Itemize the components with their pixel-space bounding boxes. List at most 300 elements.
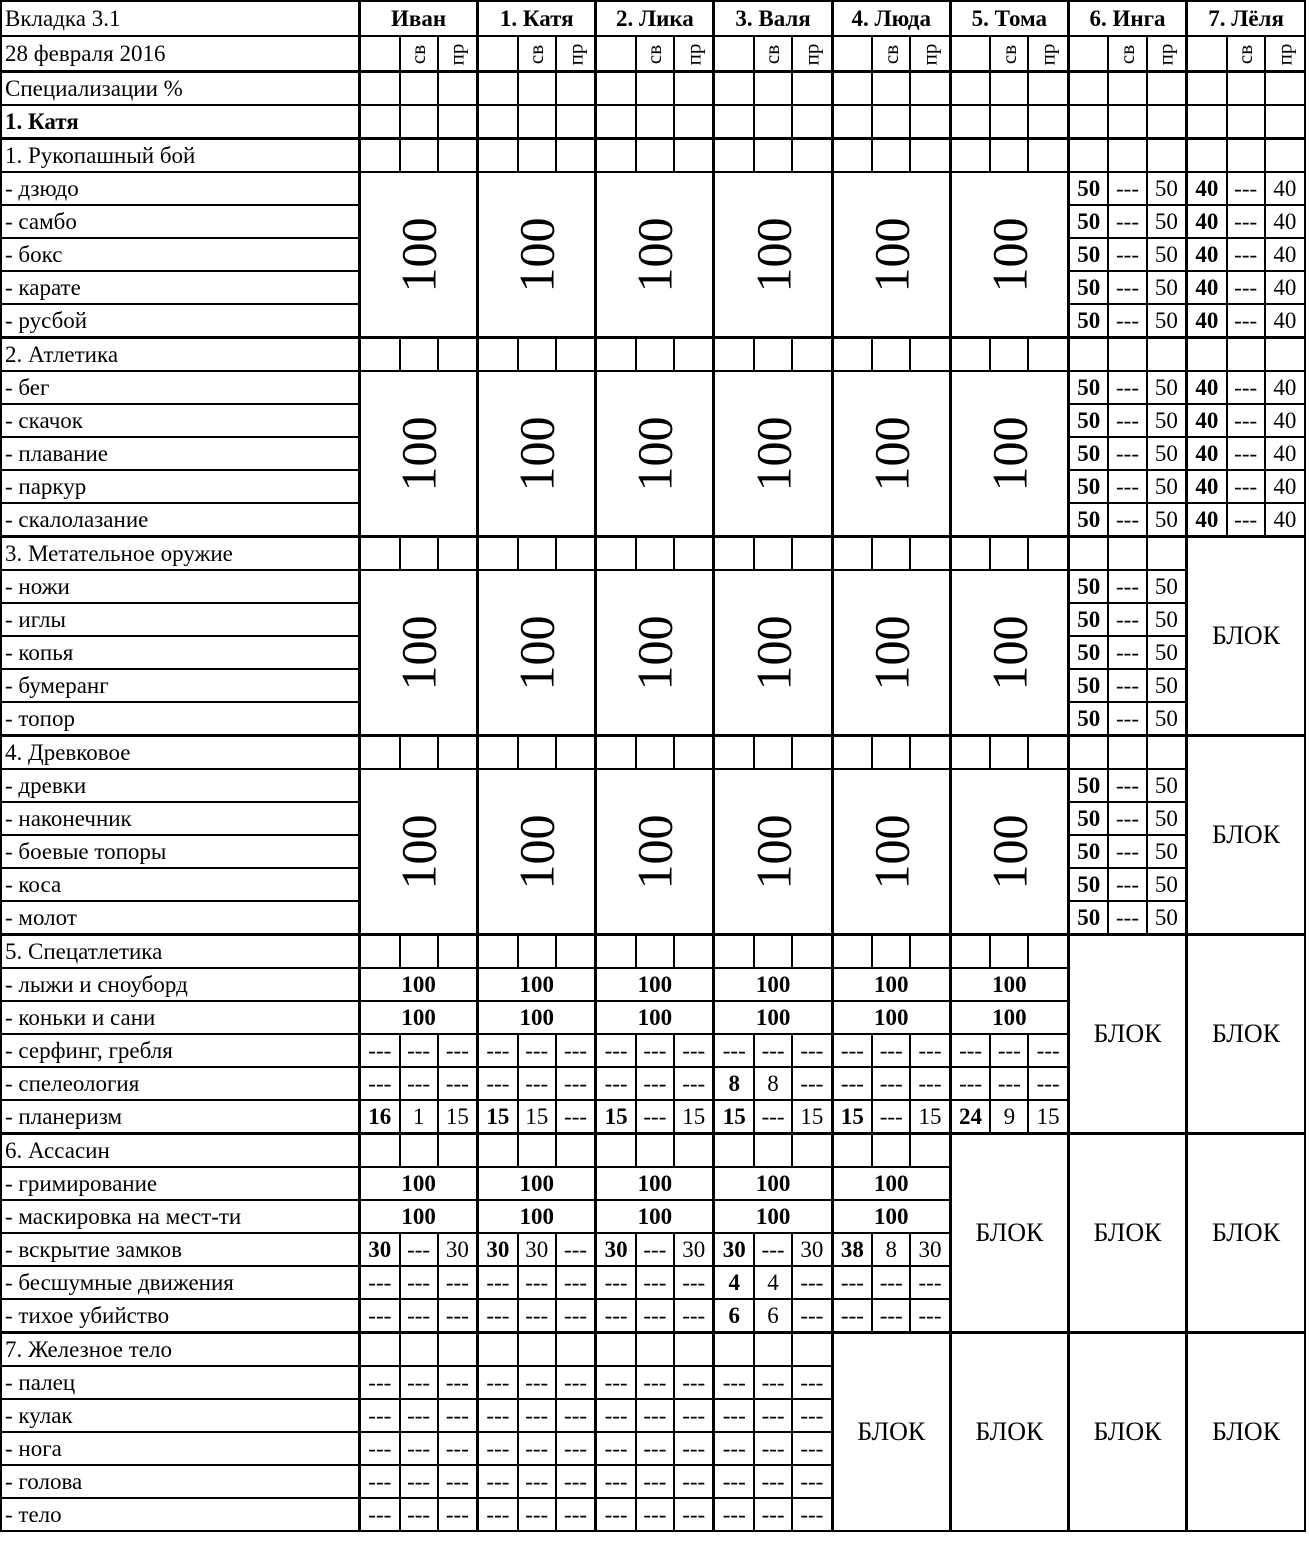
value-100: 100 xyxy=(360,1200,478,1233)
inga-pr: 50 xyxy=(1147,636,1187,669)
empty-cell xyxy=(1068,72,1108,106)
value-cell: --- xyxy=(872,1266,910,1299)
dash-cell: --- xyxy=(556,1399,596,1432)
value-cell: --- xyxy=(596,1299,636,1333)
sv-label: св xyxy=(524,44,549,65)
empty-cell xyxy=(872,338,910,372)
empty-cell xyxy=(910,72,950,106)
empty-cell xyxy=(872,736,910,770)
lelya-value: 40 xyxy=(1187,503,1227,537)
value-cell: --- xyxy=(636,1233,674,1266)
item-label: - лыжи и сноуборд xyxy=(1,968,360,1001)
inga-sv: --- xyxy=(1108,205,1146,238)
item-label: - голова xyxy=(1,1465,360,1498)
value-100: 100 xyxy=(863,217,920,292)
dash-cell: --- xyxy=(754,1366,792,1399)
lelya-sv: --- xyxy=(1227,404,1265,437)
value-cell: 6 xyxy=(754,1299,792,1333)
empty-cell xyxy=(832,338,872,372)
value-cell: --- xyxy=(360,1299,400,1333)
empty-cell xyxy=(360,1134,400,1168)
value-cell: --- xyxy=(990,1067,1028,1100)
table-row xyxy=(1,36,1305,72)
value-cell: --- xyxy=(400,1266,438,1299)
inga-value: 50 xyxy=(1068,503,1108,537)
inga-pr: 50 xyxy=(1147,470,1187,503)
value-cell: --- xyxy=(872,1299,910,1333)
lelya-sv: --- xyxy=(1227,205,1265,238)
empty-cell xyxy=(400,139,438,173)
empty-cell xyxy=(792,105,832,139)
item-label: - спелеология xyxy=(1,1067,360,1100)
empty-cell xyxy=(792,935,832,969)
dash-cell: --- xyxy=(872,1034,910,1067)
value-cell: --- xyxy=(478,1067,518,1100)
lelya-sv: --- xyxy=(1227,371,1265,404)
sv-label: св xyxy=(1115,44,1139,65)
table-row xyxy=(1,769,1305,802)
item-label: - топор xyxy=(1,702,360,736)
person-header: Иван xyxy=(360,1,478,36)
value-cell: --- xyxy=(400,1299,438,1333)
empty-cell xyxy=(832,72,872,106)
empty-cell xyxy=(1068,36,1108,72)
inga-pr: 50 xyxy=(1147,570,1187,603)
value-100-block xyxy=(714,769,832,935)
inga-value: 50 xyxy=(1068,603,1108,636)
empty-cell xyxy=(714,72,754,106)
empty-cell xyxy=(360,139,400,173)
sv-header xyxy=(1227,36,1265,72)
empty-cell xyxy=(1187,105,1227,139)
value-cell: 8 xyxy=(754,1067,792,1100)
lelya-value: 40 xyxy=(1187,238,1227,271)
empty-cell xyxy=(1227,72,1265,106)
lelya-value: 40 xyxy=(1187,371,1227,404)
table-row xyxy=(1,371,1305,404)
empty-cell xyxy=(950,736,990,770)
dash-cell: --- xyxy=(556,1498,596,1531)
pr-label: пр xyxy=(799,43,824,66)
inga-pr: 50 xyxy=(1147,669,1187,702)
empty-cell xyxy=(478,736,518,770)
empty-cell xyxy=(1147,338,1187,372)
dash-cell: --- xyxy=(636,1399,674,1432)
inga-pr: 50 xyxy=(1147,802,1187,835)
table-row xyxy=(1,1333,1305,1367)
dash-cell: --- xyxy=(636,1432,674,1465)
value-cell: --- xyxy=(792,1067,832,1100)
empty-cell xyxy=(872,72,910,106)
empty-cell xyxy=(518,1333,556,1367)
value-cell: 8 xyxy=(872,1233,910,1266)
empty-cell xyxy=(518,72,556,106)
dash-cell: --- xyxy=(1028,1034,1068,1067)
item-label: - тело xyxy=(1,1498,360,1531)
dash-cell: --- xyxy=(832,1034,872,1067)
value-cell: 15 xyxy=(596,1100,636,1134)
dash-cell: --- xyxy=(674,1465,714,1498)
value-cell: 6 xyxy=(714,1299,754,1333)
value-100: 100 xyxy=(390,217,447,292)
inga-value: 50 xyxy=(1068,669,1108,702)
empty-cell xyxy=(1227,338,1265,372)
item-label: - бег xyxy=(1,371,360,404)
empty-cell xyxy=(438,105,478,139)
empty-cell xyxy=(1265,338,1305,372)
value-cell: --- xyxy=(950,1067,990,1100)
dash-cell: --- xyxy=(556,1465,596,1498)
empty-cell xyxy=(518,935,556,969)
inga-value: 50 xyxy=(1068,802,1108,835)
value-cell: --- xyxy=(596,1067,636,1100)
empty-cell xyxy=(1108,736,1146,770)
dash-cell: --- xyxy=(518,1432,556,1465)
inga-pr: 50 xyxy=(1147,868,1187,901)
dash-cell: --- xyxy=(518,1399,556,1432)
empty-cell xyxy=(714,1333,754,1367)
pr-header xyxy=(438,36,478,72)
empty-cell xyxy=(754,1333,792,1367)
empty-cell xyxy=(438,338,478,372)
dash-cell: --- xyxy=(400,1465,438,1498)
value-cell: --- xyxy=(674,1266,714,1299)
empty-cell xyxy=(636,935,674,969)
dash-cell: --- xyxy=(556,1432,596,1465)
sv-label: св xyxy=(406,44,431,65)
value-100: 100 xyxy=(478,1001,596,1034)
empty-cell xyxy=(1028,338,1068,372)
dash-cell: --- xyxy=(754,1034,792,1067)
empty-cell xyxy=(438,736,478,770)
pr-label: пр xyxy=(1272,43,1297,66)
empty-cell xyxy=(714,338,754,372)
value-100: 100 xyxy=(745,615,802,690)
value-cell: --- xyxy=(674,1299,714,1333)
inga-value: 50 xyxy=(1068,868,1108,901)
empty-cell xyxy=(1068,537,1108,571)
value-100: 100 xyxy=(360,1001,478,1034)
dash-cell: --- xyxy=(792,1432,832,1465)
pr-header xyxy=(1147,36,1187,72)
empty-cell xyxy=(1227,105,1265,139)
dash-cell: --- xyxy=(360,1432,400,1465)
empty-cell xyxy=(518,736,556,770)
value-cell: 30 xyxy=(714,1233,754,1266)
empty-cell xyxy=(438,1134,478,1168)
empty-cell xyxy=(438,935,478,969)
inga-sv: --- xyxy=(1108,371,1146,404)
lelya-value: 40 xyxy=(1187,470,1227,503)
empty-cell xyxy=(792,1134,832,1168)
value-100-block xyxy=(832,769,950,935)
empty-cell xyxy=(478,139,518,173)
value-100: 100 xyxy=(478,1200,596,1233)
value-cell: --- xyxy=(832,1266,872,1299)
lelya-pr: 40 xyxy=(1265,172,1305,205)
empty-cell xyxy=(872,935,910,969)
empty-cell xyxy=(478,36,518,72)
pr-header xyxy=(556,36,596,72)
value-cell: --- xyxy=(556,1266,596,1299)
dash-cell: --- xyxy=(990,1034,1028,1067)
item-label: - молот xyxy=(1,901,360,935)
value-cell: --- xyxy=(636,1266,674,1299)
value-100-block xyxy=(950,769,1068,935)
empty-cell xyxy=(754,338,792,372)
empty-cell xyxy=(990,935,1028,969)
table-row xyxy=(1,139,1305,173)
value-100: 100 xyxy=(981,217,1038,292)
empty-cell xyxy=(990,736,1028,770)
empty-cell xyxy=(360,1333,400,1367)
value-cell: --- xyxy=(636,1100,674,1134)
empty-cell xyxy=(674,338,714,372)
inga-value: 50 xyxy=(1068,636,1108,669)
dash-cell: --- xyxy=(714,1034,754,1067)
empty-cell xyxy=(556,105,596,139)
sv-header xyxy=(754,36,792,72)
item-label: - бумеранг xyxy=(1,669,360,702)
pr-header xyxy=(1265,36,1305,72)
dash-cell: --- xyxy=(714,1399,754,1432)
item-label: - коньки и сани xyxy=(1,1001,360,1034)
empty-cell xyxy=(754,139,792,173)
empty-cell xyxy=(1265,72,1305,106)
value-100: 100 xyxy=(360,968,478,1001)
empty-cell xyxy=(674,1134,714,1168)
value-100: 100 xyxy=(596,968,714,1001)
value-cell: --- xyxy=(754,1233,792,1266)
inga-value: 50 xyxy=(1068,205,1108,238)
inga-sv: --- xyxy=(1108,437,1146,470)
empty-cell xyxy=(1108,139,1146,173)
item-label: - планеризм xyxy=(1,1100,360,1134)
value-cell: --- xyxy=(400,1233,438,1266)
pr-label: пр xyxy=(1035,43,1060,66)
value-100: 100 xyxy=(626,416,683,491)
empty-cell xyxy=(674,935,714,969)
value-cell: 15 xyxy=(478,1100,518,1134)
dash-cell: --- xyxy=(478,1498,518,1531)
value-100: 100 xyxy=(832,1200,950,1233)
inga-sv: --- xyxy=(1108,404,1146,437)
inga-value: 50 xyxy=(1068,304,1108,338)
dash-cell: --- xyxy=(714,1432,754,1465)
dash-cell: --- xyxy=(478,1366,518,1399)
lelya-value: 40 xyxy=(1187,404,1227,437)
empty-cell xyxy=(792,338,832,372)
dash-cell: --- xyxy=(792,1366,832,1399)
empty-cell xyxy=(478,72,518,106)
item-label: - самбо xyxy=(1,205,360,238)
dash-cell: --- xyxy=(910,1034,950,1067)
empty-cell xyxy=(518,338,556,372)
inga-pr: 50 xyxy=(1147,603,1187,636)
value-100-block xyxy=(478,172,596,338)
dash-cell: --- xyxy=(596,1432,636,1465)
empty-cell xyxy=(596,537,636,571)
empty-cell xyxy=(636,338,674,372)
value-cell: --- xyxy=(792,1266,832,1299)
blok-cell: БЛОК xyxy=(1187,1134,1305,1333)
value-cell: --- xyxy=(556,1100,596,1134)
empty-cell xyxy=(754,105,792,139)
pr-label: пр xyxy=(681,43,706,66)
value-100: 100 xyxy=(745,416,802,491)
item-label: - гримирование xyxy=(1,1167,360,1200)
empty-cell xyxy=(754,935,792,969)
empty-cell xyxy=(1147,139,1187,173)
empty-cell xyxy=(910,1134,950,1168)
empty-cell xyxy=(832,105,872,139)
value-cell: --- xyxy=(596,1266,636,1299)
empty-cell xyxy=(950,338,990,372)
empty-cell xyxy=(596,139,636,173)
inga-pr: 50 xyxy=(1147,503,1187,537)
inga-pr: 50 xyxy=(1147,205,1187,238)
lelya-sv: --- xyxy=(1227,503,1265,537)
empty-cell xyxy=(556,72,596,106)
empty-cell xyxy=(478,338,518,372)
value-cell: 30 xyxy=(360,1233,400,1266)
empty-cell xyxy=(400,338,438,372)
value-cell: 15 xyxy=(714,1100,754,1134)
lelya-sv: --- xyxy=(1227,304,1265,338)
empty-cell xyxy=(714,1134,754,1168)
lelya-pr: 40 xyxy=(1265,238,1305,271)
value-100: 100 xyxy=(478,968,596,1001)
item-label: - ножи xyxy=(1,570,360,603)
table-row xyxy=(1,935,1305,969)
empty-cell xyxy=(556,736,596,770)
sv-label: св xyxy=(760,44,785,65)
empty-cell xyxy=(990,72,1028,106)
inga-sv: --- xyxy=(1108,603,1146,636)
empty-cell xyxy=(636,1333,674,1367)
section-title: 3. Метательное оружие xyxy=(1,537,360,571)
value-cell: 30 xyxy=(910,1233,950,1266)
empty-cell xyxy=(674,537,714,571)
dash-cell: --- xyxy=(518,1498,556,1531)
value-100: 100 xyxy=(745,814,802,889)
dash-cell: --- xyxy=(400,1498,438,1531)
empty-cell xyxy=(596,36,636,72)
value-100: 100 xyxy=(950,968,1068,1001)
inga-pr: 50 xyxy=(1147,901,1187,935)
dash-cell: --- xyxy=(478,1034,518,1067)
empty-cell xyxy=(1028,139,1068,173)
value-100: 100 xyxy=(714,1167,832,1200)
value-cell: --- xyxy=(910,1266,950,1299)
lelya-pr: 40 xyxy=(1265,304,1305,338)
value-cell: 9 xyxy=(990,1100,1028,1134)
value-100-block xyxy=(714,570,832,736)
dash-cell: --- xyxy=(674,1399,714,1432)
dash-cell: --- xyxy=(636,1366,674,1399)
empty-cell xyxy=(636,105,674,139)
lelya-pr: 40 xyxy=(1265,205,1305,238)
empty-cell xyxy=(400,1333,438,1367)
value-100: 100 xyxy=(478,1167,596,1200)
inga-pr: 50 xyxy=(1147,371,1187,404)
empty-cell xyxy=(1187,338,1227,372)
inga-pr: 50 xyxy=(1147,769,1187,802)
lelya-sv: --- xyxy=(1227,172,1265,205)
value-cell: --- xyxy=(910,1067,950,1100)
empty-cell xyxy=(360,537,400,571)
inga-sv: --- xyxy=(1108,238,1146,271)
value-cell: --- xyxy=(674,1067,714,1100)
blok-cell: БЛОК xyxy=(1187,736,1305,935)
empty-cell xyxy=(400,72,438,106)
inga-value: 50 xyxy=(1068,769,1108,802)
empty-cell xyxy=(556,935,596,969)
lelya-sv: --- xyxy=(1227,437,1265,470)
pr-header xyxy=(674,36,714,72)
pr-header xyxy=(792,36,832,72)
empty-cell xyxy=(596,338,636,372)
empty-cell xyxy=(1187,139,1227,173)
dash-cell: --- xyxy=(792,1465,832,1498)
empty-cell xyxy=(1028,72,1068,106)
dash-cell: --- xyxy=(438,1034,478,1067)
tab-label: Вкладка 3.1 xyxy=(1,1,360,36)
table-row xyxy=(1,736,1305,770)
inga-value: 50 xyxy=(1068,835,1108,868)
value-cell: 30 xyxy=(674,1233,714,1266)
dash-cell: --- xyxy=(438,1432,478,1465)
value-100: 100 xyxy=(390,416,447,491)
lelya-value: 40 xyxy=(1187,437,1227,470)
empty-cell xyxy=(1028,935,1068,969)
inga-sv: --- xyxy=(1108,570,1146,603)
section-title: 6. Ассасин xyxy=(1,1134,360,1168)
empty-cell xyxy=(556,139,596,173)
sv-label: св xyxy=(1233,44,1258,65)
empty-cell xyxy=(910,736,950,770)
empty-cell xyxy=(556,1134,596,1168)
value-100: 100 xyxy=(596,1167,714,1200)
blok-cell: БЛОК xyxy=(1187,935,1305,1134)
dash-cell: --- xyxy=(400,1432,438,1465)
value-100-block xyxy=(596,769,714,935)
empty-cell xyxy=(754,1134,792,1168)
item-label: - боевые топоры xyxy=(1,835,360,868)
item-label: - паркур xyxy=(1,470,360,503)
empty-cell xyxy=(438,1333,478,1367)
empty-cell xyxy=(872,139,910,173)
value-cell: 15 xyxy=(674,1100,714,1134)
value-cell: 38 xyxy=(832,1233,872,1266)
value-cell: 15 xyxy=(1028,1100,1068,1134)
value-cell: --- xyxy=(636,1299,674,1333)
empty-cell xyxy=(478,935,518,969)
empty-cell xyxy=(832,537,872,571)
empty-cell xyxy=(360,338,400,372)
value-100-block xyxy=(596,570,714,736)
inga-sv: --- xyxy=(1108,470,1146,503)
empty-cell xyxy=(792,139,832,173)
empty-cell xyxy=(360,36,400,72)
item-label: - кулак xyxy=(1,1399,360,1432)
empty-cell xyxy=(518,1134,556,1168)
value-cell: 30 xyxy=(478,1233,518,1266)
dash-cell: --- xyxy=(754,1399,792,1432)
empty-cell xyxy=(714,139,754,173)
empty-cell xyxy=(910,935,950,969)
value-100: 100 xyxy=(390,814,447,889)
